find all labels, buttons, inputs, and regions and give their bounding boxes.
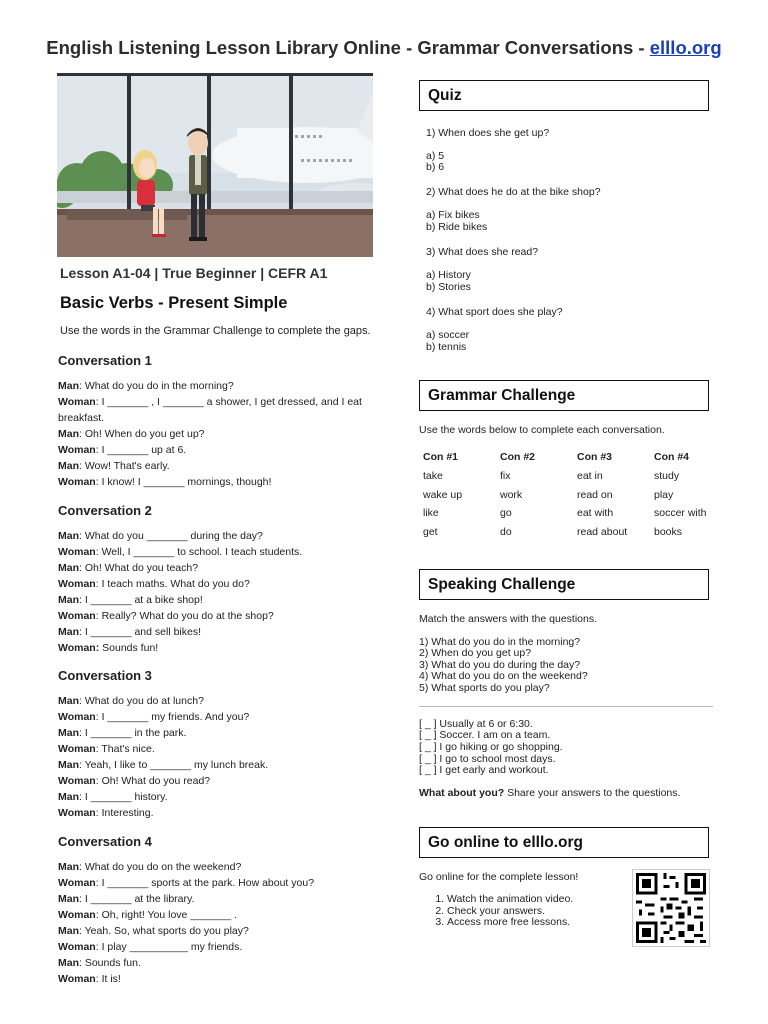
lesson-title: Basic Verbs - Present Simple	[60, 294, 288, 312]
dialogue-line	[58, 939, 388, 955]
grammar-instruction: Use the words below to complete each conversation.	[419, 424, 665, 436]
table-cell: do	[500, 525, 512, 538]
speaker: Man	[58, 925, 79, 937]
table-row	[419, 523, 727, 542]
line-text: : I _______ , I _______ a shower, I get dressed, and I eat breakfast.	[58, 396, 362, 424]
quiz-option: a) 5	[426, 150, 445, 162]
line-text: : I play __________ my friends.	[95, 941, 243, 953]
dialogue-line	[58, 576, 388, 592]
conversation-4	[58, 834, 388, 987]
line-text: : Interesting.	[95, 807, 154, 819]
table-cell: soccer with	[654, 507, 707, 520]
speaker: Woman	[58, 476, 96, 488]
page-title-text: English Listening Lesson Library Online - Grammar Conversations -	[46, 37, 650, 58]
dialogue-line	[58, 757, 388, 773]
what-about-you-text: Share your answers to the questions.	[504, 787, 681, 799]
speaker: Man	[58, 594, 79, 606]
speaking-answer: [ _ ] Usually at 6 or 6:30.	[419, 718, 533, 730]
grammar-heading: Grammar Challenge	[419, 380, 709, 411]
site-link[interactable]: elllo.org	[649, 37, 722, 58]
list-item: 2. Check your answers.	[447, 906, 573, 918]
quiz-option: b) Stories	[426, 281, 471, 293]
quiz-question: 3) What does she read?	[426, 246, 539, 258]
table-cell: fix	[500, 470, 511, 483]
conversation-3	[58, 668, 388, 821]
line-text: : I know! I _______ mornings, though!	[95, 476, 272, 488]
speaking-question: 2) When do you get up?	[419, 647, 532, 659]
lesson-illustration	[57, 73, 373, 257]
speaker: Woman	[58, 941, 96, 953]
speaker: Woman	[58, 909, 96, 921]
speaker: Man	[58, 893, 79, 905]
table-cell: eat with	[577, 507, 614, 520]
speaking-answer: [ _ ] I go to school most days.	[419, 753, 556, 765]
line-text: : Yeah. So, what sports do you play?	[79, 925, 249, 937]
lesson-instruction: Use the words in the Grammar Challenge to complete the gaps.	[60, 325, 371, 337]
line-text: : Yeah, I like to _______ my lunch break.	[79, 759, 269, 771]
dialogue-line	[58, 907, 388, 923]
speaker: Woman	[58, 775, 96, 787]
speaker: Woman	[58, 973, 96, 985]
column-header: Con #3	[577, 451, 613, 463]
speaker: Woman	[58, 807, 96, 819]
table-cell: read about	[577, 525, 628, 538]
dialogue-line	[58, 741, 388, 757]
dialogue-line	[58, 378, 388, 394]
dialogue-line	[58, 426, 388, 442]
line-text: : I _______ at the library.	[79, 893, 195, 905]
what-about-you-bold: What about you?	[419, 787, 505, 799]
table-cell: take	[423, 470, 443, 483]
line-text: : I _______ up at 6.	[95, 444, 187, 456]
speaking-answer: [ _ ] Soccer. I am on a team.	[419, 729, 551, 741]
page-title	[0, 37, 768, 59]
lesson-meta: Lesson A1-04 | True Beginner | CEFR A1	[60, 265, 328, 281]
dialogue-line	[58, 640, 388, 656]
speaker: Man	[58, 727, 79, 739]
table-row	[419, 504, 727, 523]
dialogue-line	[58, 859, 388, 875]
conversation-1	[58, 353, 388, 490]
speaking-heading: Speaking Challenge	[419, 569, 709, 600]
speaker: Man	[58, 957, 79, 969]
speaker: Man	[58, 861, 79, 873]
table-cell: eat in	[577, 470, 603, 483]
what-about-you	[419, 788, 680, 800]
table-cell: play	[654, 488, 674, 501]
dialogue-line	[58, 560, 388, 576]
line-text: : Well, I _______ to school. I teach students.	[95, 546, 303, 558]
line-text: : Oh! When do you get up?	[79, 428, 205, 440]
line-text: : What do you _______ during the day?	[79, 530, 263, 542]
qr-code[interactable]	[632, 869, 710, 947]
table-cell: books	[654, 525, 683, 538]
dialogue-line	[58, 789, 388, 805]
speaking-answer: [ _ ] I get early and workout.	[419, 764, 549, 776]
line-text: : What do you do in the morning?	[79, 380, 234, 392]
line-text: : I _______ and sell bikes!	[79, 626, 202, 638]
speaking-question: 5) What sports do you play?	[419, 682, 550, 694]
speaker: Man	[58, 562, 79, 574]
quiz-question: 1) When does she get up?	[426, 127, 550, 139]
table-cell: go	[500, 507, 512, 520]
dialogue-line	[58, 725, 388, 741]
quiz-option: b) 6	[426, 161, 445, 173]
speaker: Man	[58, 626, 79, 638]
divider	[419, 706, 713, 707]
dialogue-line	[58, 544, 388, 560]
dialogue-line	[58, 693, 388, 709]
dialogue-line	[58, 805, 388, 821]
speaker: Woman	[58, 711, 96, 723]
conversation-title: Conversation 2	[58, 503, 152, 518]
list-item: 3. Access more free lessons.	[447, 917, 573, 929]
list-item: 1. Watch the animation video.	[447, 894, 573, 906]
speaker: Woman:	[58, 642, 100, 654]
dialogue-line	[58, 891, 388, 907]
speaking-question: 3) What do you do during the day?	[419, 659, 581, 671]
speaking-answer: [ _ ] I go hiking or go shopping.	[419, 741, 563, 753]
speaker: Woman	[58, 877, 96, 889]
speaker: Woman	[58, 546, 96, 558]
speaker: Man	[58, 791, 79, 803]
table-header-row	[419, 447, 727, 467]
conversation-title: Conversation 3	[58, 668, 152, 683]
speaker: Woman	[58, 444, 96, 456]
quiz-option: a) Fix bikes	[426, 209, 480, 221]
dialogue-line	[58, 394, 388, 426]
line-text: : It is!	[95, 973, 121, 985]
line-text: : I _______ my friends. And you?	[95, 711, 250, 723]
speaker: Woman	[58, 743, 96, 755]
online-heading: Go online to elllo.org	[419, 827, 709, 858]
speaker: Man	[58, 460, 79, 472]
speaker: Woman	[58, 610, 96, 622]
line-text: : That's nice.	[95, 743, 155, 755]
table-cell: work	[500, 488, 523, 501]
quiz-question: 2) What does he do at the bike shop?	[426, 186, 601, 198]
line-text: : Really? What do you do at the shop?	[95, 610, 274, 622]
dialogue-line	[58, 875, 388, 891]
dialogue-line	[58, 955, 388, 971]
quiz-option: b) Ride bikes	[426, 221, 488, 233]
line-text: : I _______ at a bike shop!	[79, 594, 203, 606]
column-header: Con #2	[500, 451, 536, 463]
line-text: : Oh! What do you read?	[95, 775, 211, 787]
dialogue-line	[58, 923, 388, 939]
quiz-heading: Quiz	[419, 80, 709, 111]
line-text: : Sounds fun.	[79, 957, 141, 969]
speaker: Man	[58, 428, 79, 440]
dialogue-line	[58, 592, 388, 608]
speaking-question: 4) What do you do on the weekend?	[419, 670, 588, 682]
speaking-instruction: Match the answers with the questions.	[419, 613, 598, 625]
conversation-title: Conversation 4	[58, 834, 152, 849]
speaker: Woman	[58, 396, 96, 408]
line-text: : Oh, right! You love _______ .	[95, 909, 238, 921]
speaker: Man	[58, 759, 79, 771]
table-row	[419, 467, 727, 486]
quiz-option: a) soccer	[426, 329, 470, 341]
line-text: : I _______ in the park.	[79, 727, 187, 739]
table-cell: wake up	[423, 488, 463, 501]
table-row	[419, 486, 727, 505]
online-steps	[419, 894, 573, 929]
line-text: : I _______ history.	[79, 791, 168, 803]
line-text: : Wow! That's early.	[79, 460, 170, 472]
dialogue-line	[58, 773, 388, 789]
speaker: Man	[58, 380, 79, 392]
dialogue-line	[58, 442, 388, 458]
speaking-question: 1) What do you do in the morning?	[419, 636, 581, 648]
line-text: : What do you do at lunch?	[79, 695, 204, 707]
quiz-option: b) tennis	[426, 341, 467, 353]
speaker: Woman	[58, 578, 96, 590]
quiz-question: 4) What sport does she play?	[426, 306, 563, 318]
dialogue-line	[58, 709, 388, 725]
conversation-title: Conversation 1	[58, 353, 152, 368]
table-cell: like	[423, 507, 439, 520]
dialogue-line	[58, 474, 388, 490]
line-text: Sounds fun!	[99, 642, 159, 654]
speaker: Man	[58, 530, 79, 542]
online-intro: Go online for the complete lesson!	[419, 871, 579, 883]
table-cell: get	[423, 525, 438, 538]
line-text: : Oh! What do you teach?	[79, 562, 199, 574]
dialogue-line	[58, 458, 388, 474]
conversation-2	[58, 503, 388, 656]
grammar-table	[419, 447, 727, 541]
quiz-option: a) History	[426, 269, 471, 281]
dialogue-line	[58, 624, 388, 640]
line-text: : What do you do on the weekend?	[79, 861, 242, 873]
dialogue-line	[58, 971, 388, 987]
line-text: : I _______ sports at the park. How about you?	[95, 877, 315, 889]
table-cell: study	[654, 470, 680, 483]
dialogue-line	[58, 528, 388, 544]
speaker: Man	[58, 695, 79, 707]
column-header: Con #4	[654, 451, 690, 463]
table-cell: read on	[577, 488, 613, 501]
dialogue-line	[58, 608, 388, 624]
line-text: : I teach maths. What do you do?	[95, 578, 250, 590]
column-header: Con #1	[423, 451, 459, 463]
